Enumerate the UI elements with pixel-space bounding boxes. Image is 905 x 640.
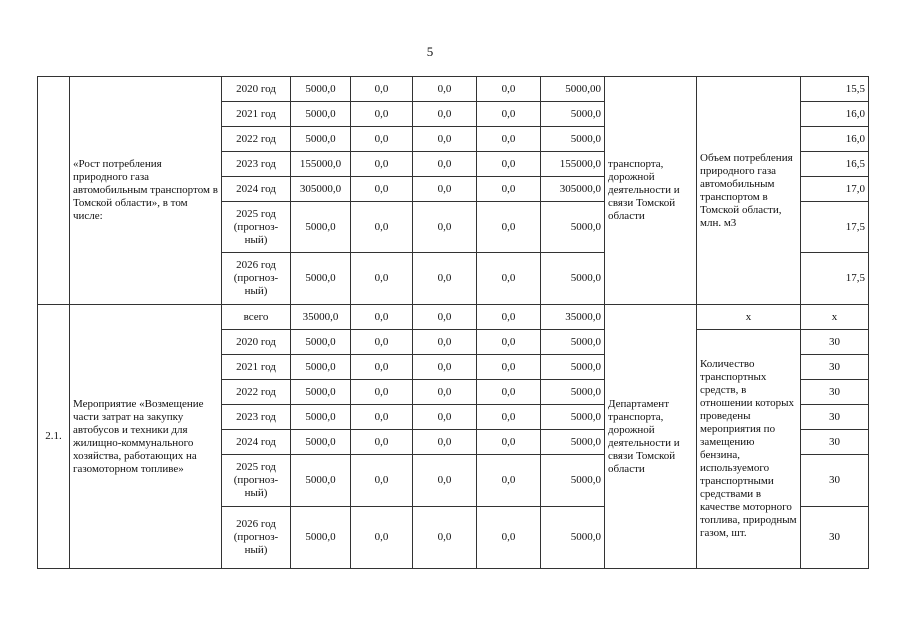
total-cell: 5000,0: [291, 330, 351, 355]
indicator-name: Объем потребления природного газа автомобильным транспортом в Томской области, млн. м3: [697, 77, 801, 305]
amount-cell: 0,0: [351, 77, 413, 102]
year-cell: 2025 год (прогноз-ный): [222, 202, 291, 253]
total-cell: 5000,0: [291, 380, 351, 405]
amount-cell: 5000,0: [541, 102, 605, 127]
year-cell: 2024 год: [222, 177, 291, 202]
amount-cell: 0,0: [351, 253, 413, 305]
amount-cell: 0,0: [413, 102, 477, 127]
amount-cell: 5000,0: [541, 430, 605, 455]
indicator-value: 30: [801, 380, 869, 405]
indicator-value: 17,5: [801, 202, 869, 253]
indicator-value: 15,5: [801, 77, 869, 102]
year-cell: 2022 год: [222, 380, 291, 405]
indicator-value: х: [801, 305, 869, 330]
year-cell: 2026 год (прогноз-ный): [222, 507, 291, 569]
year-cell: 2020 год: [222, 77, 291, 102]
total-cell: 5000,0: [291, 127, 351, 152]
amount-cell: 0,0: [413, 355, 477, 380]
amount-cell: 0,0: [477, 305, 541, 330]
total-cell: 5000,0: [291, 77, 351, 102]
total-cell: 5000,0: [291, 405, 351, 430]
amount-cell: 0,0: [477, 152, 541, 177]
total-cell: 305000,0: [291, 177, 351, 202]
year-cell: 2021 год: [222, 355, 291, 380]
total-cell: 5000,0: [291, 102, 351, 127]
indicator-name: Количество транспортных средств, в отношении которых проведены мероприятия по замещению бензина, используемого транспортными средствами в качестве моторного топлива, природным газом, шт.: [697, 330, 801, 569]
amount-cell: 0,0: [351, 152, 413, 177]
amount-cell: 0,0: [477, 177, 541, 202]
indicator-value: 16,5: [801, 152, 869, 177]
executor-cell: транспорта, дорожной деятельности и связи Томской области: [605, 77, 697, 305]
amount-cell: 0,0: [477, 330, 541, 355]
amount-cell: 0,0: [351, 305, 413, 330]
indicator-value: 17,0: [801, 177, 869, 202]
amount-cell: 0,0: [413, 152, 477, 177]
amount-cell: 5000,0: [541, 253, 605, 305]
total-cell: 5000,0: [291, 202, 351, 253]
amount-cell: 0,0: [351, 177, 413, 202]
amount-cell: 0,0: [413, 380, 477, 405]
amount-cell: 0,0: [351, 330, 413, 355]
amount-cell: 0,0: [413, 455, 477, 507]
total-cell: 5000,0: [291, 253, 351, 305]
amount-cell: 5000,0: [541, 127, 605, 152]
total-cell: 5000,0: [291, 355, 351, 380]
amount-cell: 0,0: [413, 405, 477, 430]
amount-cell: 0,0: [477, 202, 541, 253]
amount-cell: 0,0: [413, 202, 477, 253]
amount-cell: 0,0: [413, 253, 477, 305]
total-cell: 35000,0: [291, 305, 351, 330]
total-cell: 5000,0: [291, 430, 351, 455]
indicator-value: 30: [801, 330, 869, 355]
amount-cell: 5000,0: [541, 507, 605, 569]
indicator-value: 30: [801, 405, 869, 430]
year-cell: 2023 год: [222, 405, 291, 430]
amount-cell: 0,0: [413, 77, 477, 102]
amount-cell: 0,0: [413, 127, 477, 152]
table-row: [38, 305, 869, 330]
amount-cell: 5000,0: [541, 355, 605, 380]
amount-cell: 0,0: [351, 455, 413, 507]
activity-name: «Рост потребления природного газа автомобильным транспортом в Томской области», в том числе:: [70, 77, 222, 305]
row-number-cell: [38, 77, 70, 305]
amount-cell: 0,0: [351, 507, 413, 569]
amount-cell: 0,0: [351, 102, 413, 127]
year-cell: 2020 год: [222, 330, 291, 355]
executor-cell: Департамент транспорта, дорожной деятельности и связи Томской области: [605, 305, 697, 569]
amount-cell: 0,0: [477, 102, 541, 127]
amount-cell: 5000,0: [541, 330, 605, 355]
year-cell: 2024 год: [222, 430, 291, 455]
indicator-value: 30: [801, 355, 869, 380]
indicator-value: 30: [801, 507, 869, 569]
amount-cell: 0,0: [477, 127, 541, 152]
table-row: [38, 77, 869, 102]
amount-cell: 0,0: [477, 405, 541, 430]
year-cell: 2022 год: [222, 127, 291, 152]
year-cell: 2026 год (прогноз-ный): [222, 253, 291, 305]
indicator-value: 16,0: [801, 102, 869, 127]
amount-cell: 5000,0: [541, 202, 605, 253]
amount-cell: 0,0: [477, 430, 541, 455]
amount-cell: 5000,0: [541, 405, 605, 430]
amount-cell: 305000,0: [541, 177, 605, 202]
year-cell: всего: [222, 305, 291, 330]
amount-cell: 5000,0: [541, 380, 605, 405]
amount-cell: 0,0: [477, 355, 541, 380]
amount-cell: 0,0: [477, 380, 541, 405]
indicator-value: 30: [801, 430, 869, 455]
amount-cell: 0,0: [477, 507, 541, 569]
total-cell: 155000,0: [291, 152, 351, 177]
indicator-value: 16,0: [801, 127, 869, 152]
row-number-cell: 2.1.: [38, 305, 70, 569]
amount-cell: 0,0: [413, 430, 477, 455]
year-cell: 2021 год: [222, 102, 291, 127]
amount-cell: 35000,0: [541, 305, 605, 330]
amount-cell: 0,0: [351, 127, 413, 152]
amount-cell: 0,0: [351, 355, 413, 380]
amount-cell: 0,0: [351, 430, 413, 455]
total-cell: 5000,0: [291, 455, 351, 507]
amount-cell: 0,0: [477, 77, 541, 102]
indicator-x-cell: х: [697, 305, 801, 330]
activity-name: Мероприятие «Возмещение части затрат на закупку автобусов и техники для жилищно-коммунального хозяйства, работающих на газомоторном топливе»: [70, 305, 222, 569]
amount-cell: 155000,0: [541, 152, 605, 177]
amount-cell: 0,0: [477, 253, 541, 305]
amount-cell: 0,0: [413, 305, 477, 330]
year-cell: 2025 год (прогноз-ный): [222, 455, 291, 507]
amount-cell: 0,0: [351, 405, 413, 430]
indicator-value: 30: [801, 455, 869, 507]
amount-cell: 5000,00: [541, 77, 605, 102]
indicator-value: 17,5: [801, 253, 869, 305]
page-number: 5: [426, 44, 434, 59]
total-cell: 5000,0: [291, 507, 351, 569]
amount-cell: 0,0: [413, 507, 477, 569]
amount-cell: 0,0: [413, 177, 477, 202]
amount-cell: 5000,0: [541, 455, 605, 507]
year-cell: 2023 год: [222, 152, 291, 177]
program-table: [37, 76, 869, 569]
amount-cell: 0,0: [413, 330, 477, 355]
amount-cell: 0,0: [351, 380, 413, 405]
amount-cell: 0,0: [351, 202, 413, 253]
amount-cell: 0,0: [477, 455, 541, 507]
